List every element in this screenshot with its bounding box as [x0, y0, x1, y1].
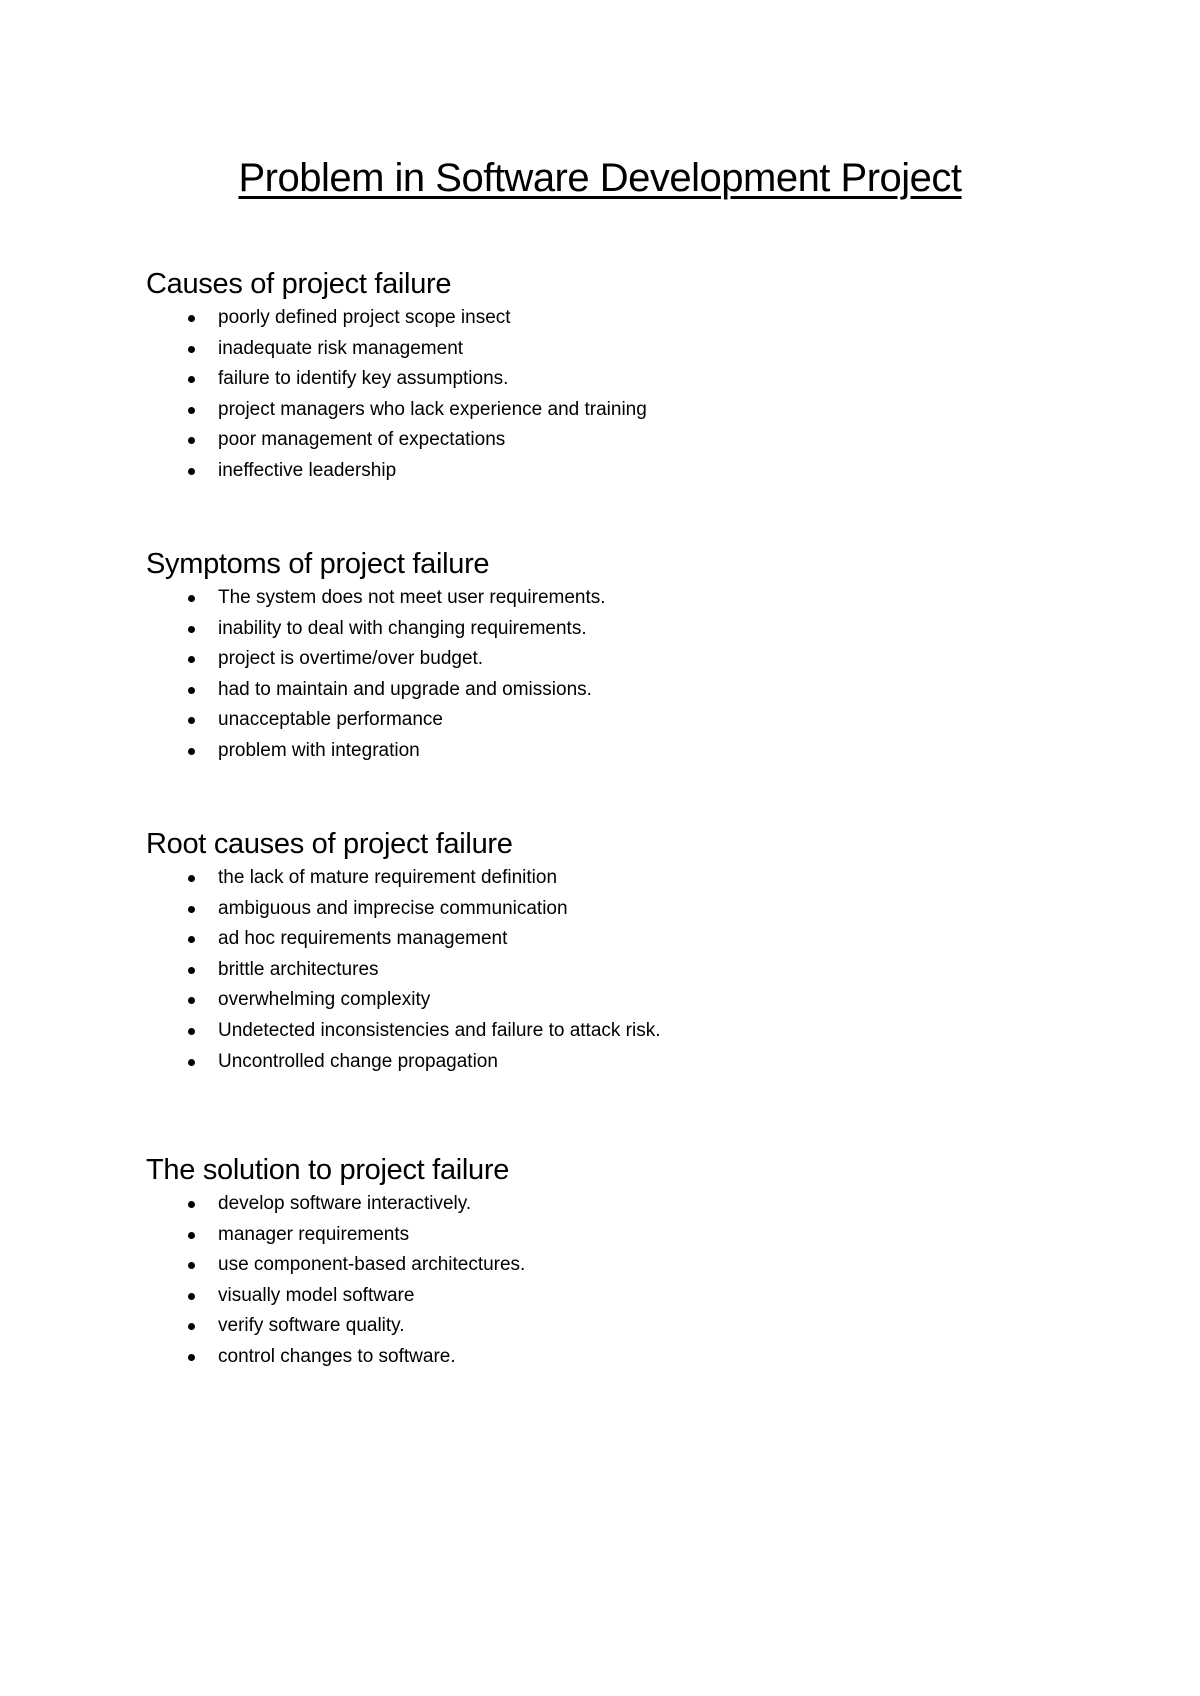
- bullet-icon: [188, 875, 195, 882]
- list-item: [146, 1220, 1126, 1251]
- section-heading: Root causes of project failure: [146, 828, 513, 860]
- bullet-icon: [188, 656, 195, 663]
- list-item-text: overwhelming complexity: [218, 989, 431, 1011]
- page-title: Problem in Software Development Project: [238, 156, 962, 200]
- list-item-text: control changes to software.: [218, 1345, 456, 1367]
- bullet-list: [146, 303, 1126, 487]
- bullet-icon: [188, 437, 195, 444]
- bullet-icon: [188, 1028, 195, 1035]
- list-item-text: problem with integration: [218, 739, 420, 761]
- list-item: [146, 1281, 1126, 1312]
- section-heading: The solution to project failure: [146, 1154, 510, 1186]
- list-item-text: inadequate risk management: [218, 337, 464, 359]
- list-item: [146, 675, 1126, 706]
- list-item: [146, 334, 1126, 365]
- list-item-text: brittle architectures: [218, 958, 379, 980]
- bullet-icon: [188, 346, 195, 353]
- list-item-text: poorly defined project scope insect: [218, 307, 511, 328]
- list-item: [146, 395, 1126, 426]
- list-item: [146, 456, 1126, 487]
- list-item-text: unacceptable performance: [218, 709, 443, 731]
- list-item: [146, 1311, 1126, 1342]
- list-item: [146, 303, 1126, 334]
- bullet-icon: [188, 936, 195, 943]
- list-item-text: the lack of mature requirement definition: [218, 867, 558, 888]
- bullet-icon: [188, 1201, 195, 1208]
- bullet-icon: [188, 1232, 195, 1239]
- list-item: [146, 894, 1126, 925]
- list-item-text: project managers who lack experience and training: [218, 398, 647, 420]
- list-item: [146, 364, 1126, 395]
- section-root-causes: [146, 825, 1126, 1077]
- list-item-text: visually model software: [218, 1284, 415, 1306]
- bullet-icon: [188, 967, 195, 974]
- section-heading: Causes of project failure: [146, 268, 452, 300]
- bullet-icon: [188, 748, 195, 755]
- bullet-icon: [188, 1262, 195, 1269]
- bullet-icon: [188, 997, 195, 1004]
- list-item-text: develop software interactively.: [218, 1193, 472, 1214]
- list-item: [146, 1250, 1126, 1281]
- section-heading: Symptoms of project failure: [146, 548, 490, 580]
- list-item-text: The system does not meet user requirements.: [218, 587, 606, 608]
- bullet-list: [146, 1189, 1126, 1373]
- list-item-text: verify software quality.: [218, 1315, 405, 1337]
- list-item-text: inability to deal with changing requirements.: [218, 617, 587, 639]
- bullet-icon: [188, 717, 195, 724]
- list-item-text: poor management of expectations: [218, 429, 506, 451]
- bullet-icon: [188, 1323, 195, 1330]
- bullet-list: [146, 863, 1126, 1077]
- bullet-icon: [188, 407, 195, 414]
- section-symptoms: [146, 545, 1126, 767]
- bullet-icon: [188, 687, 195, 694]
- bullet-icon: [188, 1293, 195, 1300]
- bullet-icon: [188, 1059, 195, 1066]
- bullet-list: [146, 583, 1126, 767]
- list-item-text: Undetected inconsistencies and failure to attack risk.: [218, 1019, 661, 1041]
- list-item: [146, 924, 1126, 955]
- list-item: [146, 644, 1126, 675]
- bullet-icon: [188, 1354, 195, 1361]
- list-item: [146, 425, 1126, 456]
- list-item-text: ambiguous and imprecise communication: [218, 897, 568, 919]
- bullet-icon: [188, 906, 195, 913]
- list-item: [146, 1047, 1126, 1078]
- bullet-icon: [188, 595, 195, 602]
- bullet-icon: [188, 315, 195, 322]
- list-item-text: had to maintain and upgrade and omissions.: [218, 678, 592, 700]
- section-causes: [146, 265, 1126, 487]
- list-item: [146, 583, 1126, 614]
- list-item: [146, 1016, 1126, 1047]
- list-item: [146, 863, 1126, 894]
- list-item-text: ineffective leadership: [218, 459, 397, 481]
- list-item-text: manager requirements: [218, 1223, 410, 1245]
- section-solution: [146, 1151, 1126, 1373]
- list-item: [146, 705, 1126, 736]
- list-item: [146, 736, 1126, 767]
- list-item: [146, 955, 1126, 986]
- bullet-icon: [188, 626, 195, 633]
- bullet-icon: [188, 376, 195, 383]
- list-item: [146, 1189, 1126, 1220]
- list-item-text: failure to identify key assumptions.: [218, 368, 509, 390]
- list-item-text: Uncontrolled change propagation: [218, 1050, 498, 1072]
- bullet-icon: [188, 468, 195, 475]
- list-item-text: ad hoc requirements management: [218, 928, 508, 950]
- list-item: [146, 1342, 1126, 1373]
- list-item-text: use component-based architectures.: [218, 1254, 526, 1276]
- list-item-text: project is overtime/over budget.: [218, 648, 484, 670]
- list-item: [146, 614, 1126, 645]
- list-item: [146, 985, 1126, 1016]
